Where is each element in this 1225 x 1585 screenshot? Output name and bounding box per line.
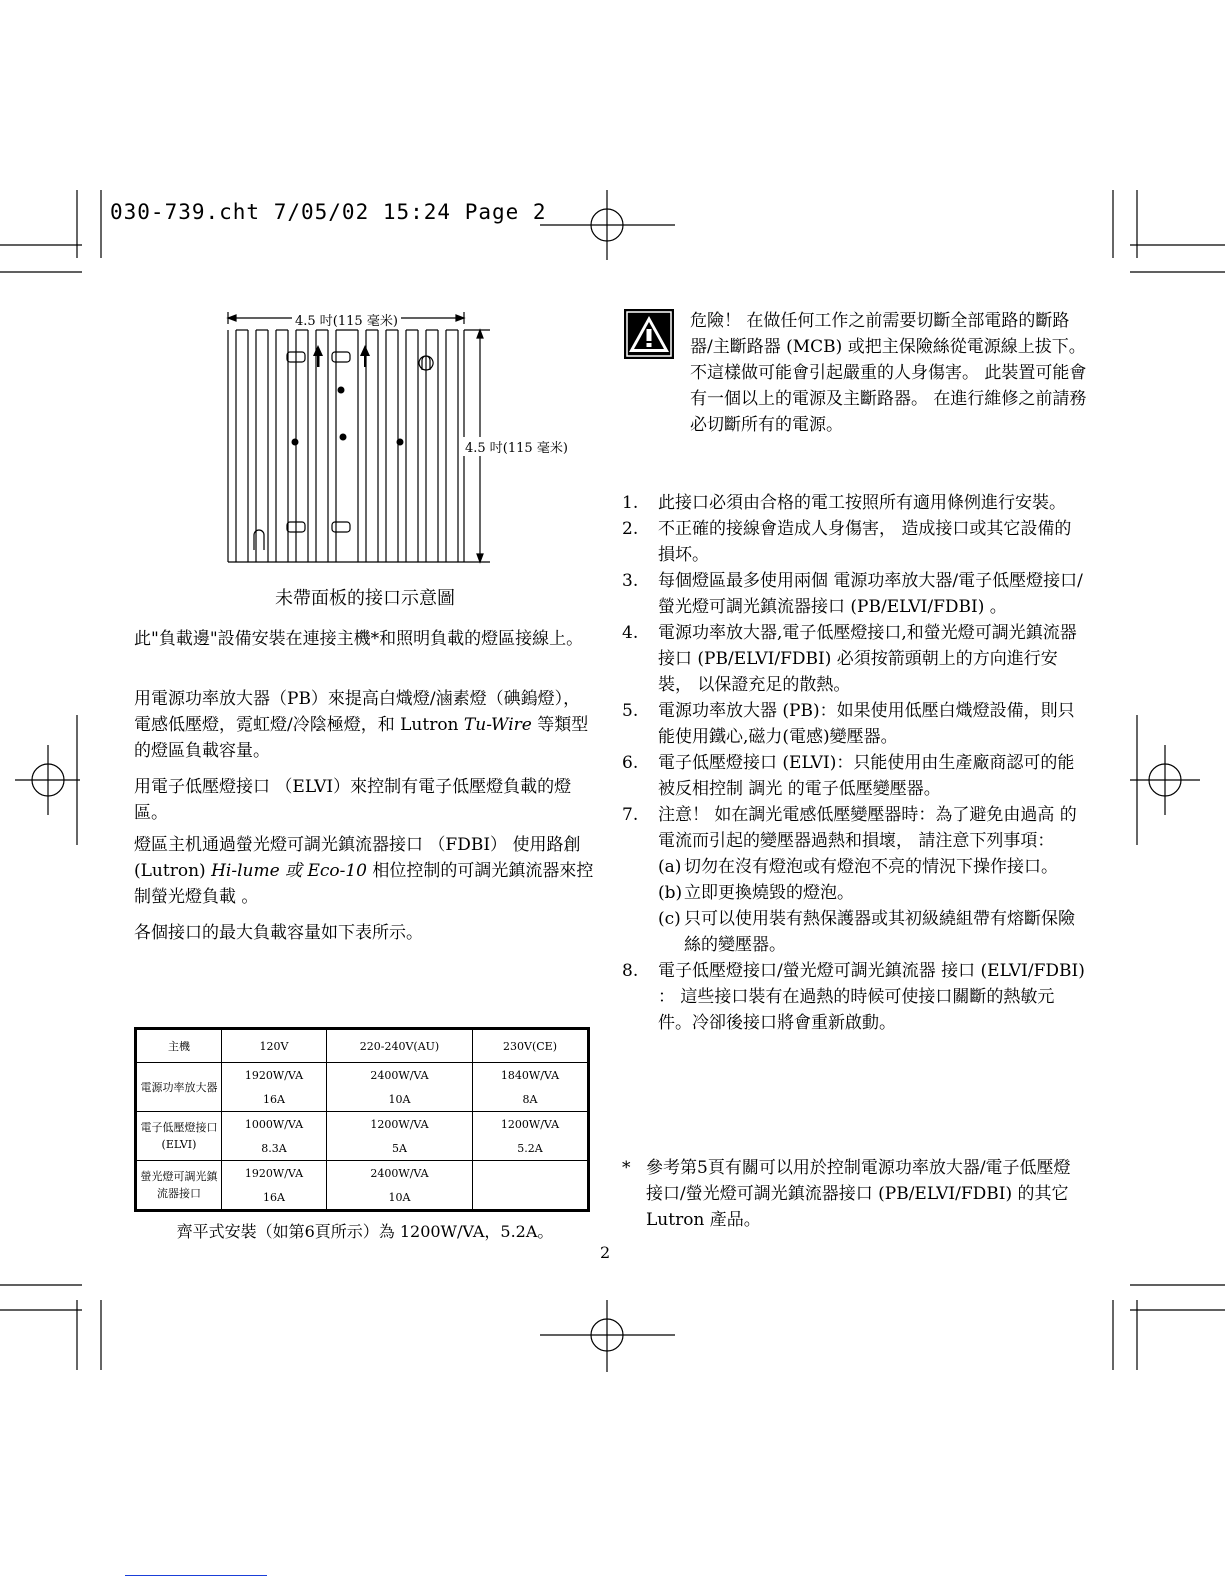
load-capacity-table (134, 1027, 590, 1212)
sub-item-letter: (a) (658, 857, 682, 877)
table-note: 齊平式安裝（如第6頁所示）為 1200W/VA，5.2A。 (176, 1222, 554, 1241)
item-text: 此接口必須由合格的電工按照所有適用條例進行安裝。 (658, 493, 1066, 513)
instruction-list (622, 490, 1087, 1036)
sub-item-text: 只可以使用裝有熱保護器或其初級繞組帶有熔斷保險絲的變壓器。 (684, 909, 1075, 955)
list-item (622, 750, 1087, 802)
list-item (622, 698, 1087, 750)
table-row (136, 1112, 589, 1161)
cell-wattage: 1200W/VA (370, 1117, 429, 1131)
table-header: 230V(CE) (473, 1029, 589, 1063)
table-row (136, 1161, 589, 1211)
diagram-caption: 未帶面板的接口示意圖 (275, 588, 455, 609)
table-header: 120V (222, 1029, 327, 1063)
paragraph-elvi: 用電子低壓燈接口 （ELVI）來控制有電子低壓燈負載的燈區。 (134, 777, 572, 823)
list-item (622, 516, 1087, 568)
item-text (658, 802, 1087, 958)
cell-wattage: 2400W/VA (370, 1068, 429, 1082)
footnote (622, 1155, 1087, 1233)
bottom-rule (125, 1575, 267, 1576)
cell-amperage: 5.2A (517, 1141, 543, 1155)
paragraph-fdbi-text-a: 燈區主机通過螢光燈可調光鎮流器接口 （FDBI） 使用路創 (Lutron) (134, 835, 581, 881)
cell-amperage: 10A (388, 1092, 411, 1106)
paragraph-fdbi-text-b: 相位控制的可調光鎮流器來控制螢光燈負載 。 (134, 861, 594, 907)
tu-wire-term: Tu-Wire (463, 715, 532, 735)
row-label: 電子低壓燈接口(ELVI) (136, 1112, 222, 1161)
sub-item-letter: (c) (658, 909, 681, 929)
item-text-body: 注意！ 如在調光電感低壓變壓器時：為了避免由過高 的電流而引起的變壓器過熱和損壞， 請注意下列事項： (658, 805, 1077, 851)
item-number: 4. (622, 623, 639, 643)
table-header: 主機 (136, 1029, 222, 1063)
list-item (622, 958, 1087, 1036)
cell-wattage: 1200W/VA (500, 1117, 560, 1131)
item-text: 電子低壓燈接口 (ELVI)：只能使用由生產廠商認可的能被反相控制 調光 的電子低壓變壓器。 (658, 753, 1075, 799)
row-label: 電源功率放大器 (136, 1063, 222, 1112)
list-item (622, 620, 1087, 698)
sub-item (658, 880, 1087, 906)
sub-item (658, 854, 1087, 880)
eco-10-term: Eco-10 (307, 861, 367, 881)
table-cell (327, 1161, 473, 1211)
paragraph-table-intro: 各個接口的最大負載容量如下表所示。 (134, 923, 423, 943)
item-number: 6. (622, 753, 639, 773)
sub-item (658, 906, 1087, 958)
item-number: 7. (622, 805, 639, 825)
cell-wattage: 1000W/VA (244, 1117, 304, 1131)
item-number: 1. (622, 493, 639, 513)
diagram-width-label: 4.5 吋(115 毫米) (292, 310, 401, 329)
cell-amperage: 16A (263, 1190, 285, 1204)
cell-wattage: 1840W/VA (500, 1068, 560, 1082)
table-cell (473, 1112, 589, 1161)
or-term: 或 (279, 861, 308, 881)
cell-wattage: 1920W/VA (244, 1166, 304, 1180)
diagram-height-label: 4.5 吋(115 毫米) (462, 437, 571, 456)
list-item (622, 568, 1087, 620)
row-label: 螢光燈可調光鎮流器接口 (136, 1161, 222, 1211)
cell-amperage: 16A (263, 1092, 285, 1106)
table-header-row (136, 1029, 589, 1063)
cell-wattage: 2400W/VA (370, 1166, 429, 1180)
hi-lume-term: Hi-lume (211, 861, 280, 881)
paragraph-pb-text-b: 等類型的燈區負載容量。 (134, 715, 589, 761)
warning-triangle-icon (623, 308, 675, 360)
item-number: 8. (622, 961, 639, 981)
cell-amperage: 8A (522, 1092, 538, 1106)
sub-item-letter: (b) (658, 883, 683, 903)
table-row (136, 1063, 589, 1112)
print-header: 030-739.cht 7/05/02 15:24 Page 2 (110, 200, 547, 224)
item-text: 不正確的接線會造成人身傷害， 造成接口或其它設備的損坏。 (658, 519, 1072, 565)
page-number: 2 (600, 1243, 611, 1262)
item-number: 2. (622, 519, 639, 539)
cell-amperage: 8.3A (261, 1141, 287, 1155)
paragraph-fdbi (134, 832, 596, 910)
list-item (622, 802, 1087, 958)
cell-wattage: 1920W/VA (244, 1068, 304, 1082)
table-header: 220-240V(AU) (327, 1029, 473, 1063)
table-cell (473, 1063, 589, 1112)
paragraph-pb (134, 686, 596, 764)
cell-amperage: 10A (388, 1190, 411, 1204)
item-text: 電源功率放大器 (PB)：如果使用低壓白熾燈設備，則只能使用鐵心,磁力(電感)變壓器。 (658, 701, 1075, 747)
footnote-text: 參考第5頁有關可以用於控制電源功率放大器/電子低壓燈接口/螢光燈可調光鎮流器接口 (PB/ELVI/FDBI) 的其它 Lutron 產品。 (646, 1158, 1071, 1230)
table-cell (222, 1063, 327, 1112)
paragraph-pb-text-a: 用電源功率放大器（PB）來提高白熾燈/滷素燈（碘鎢燈），電感低壓燈，霓虹燈/冷陰極燈，和 Lutron (134, 689, 581, 735)
danger-warning-text: 危險！ 在做任何工作之前需要切斷全部電路的斷路器/主斷路器 (MCB) 或把主保險絲從電源線上拔下。 不這樣做可能會引起嚴重的人身傷害。 此裝置可能會有一個以上的電源及主斷路器。 在進行維修之前請務必切斷所有的電源。 (690, 311, 1087, 435)
item-number: 5. (622, 701, 639, 721)
table-cell (222, 1161, 327, 1211)
table-cell (222, 1112, 327, 1161)
cell-amperage: 5A (392, 1141, 407, 1155)
sub-item-text: 切勿在沒有燈泡或有燈泡不亮的情況下操作接口。 (684, 857, 1058, 877)
sub-item-text: 立即更換燒毀的燈泡。 (684, 883, 854, 903)
table-cell (473, 1161, 589, 1211)
paragraph-intro: 此"負載邊"設備安裝在連接主機*和照明負載的燈區接線上。 (134, 629, 584, 649)
item-text: 每個燈區最多使用兩個 電源功率放大器/電子低壓燈接口/螢光燈可調光鎮流器接口 (PB/ELVI/FDBI) 。 (658, 571, 1083, 617)
table-cell (327, 1063, 473, 1112)
item-text: 電子低壓燈接口/螢光燈可調光鎮流器 接口 (ELVI/FDBI) ： 這些接口裝有在過熱的時候可使接口關斷的熱敏元件。冷卻後接口將會重新啟動。 (658, 961, 1085, 1033)
footnote-mark: * (622, 1158, 631, 1178)
table-cell (327, 1112, 473, 1161)
item-number: 3. (622, 571, 639, 591)
item-text: 電源功率放大器,電子低壓燈接口,和螢光燈可調光鎮流器接口 (PB/ELVI/FDBI) 必須按箭頭朝上的方向進行安裝， 以保證充足的散熱。 (658, 623, 1077, 695)
list-item (622, 490, 1087, 516)
